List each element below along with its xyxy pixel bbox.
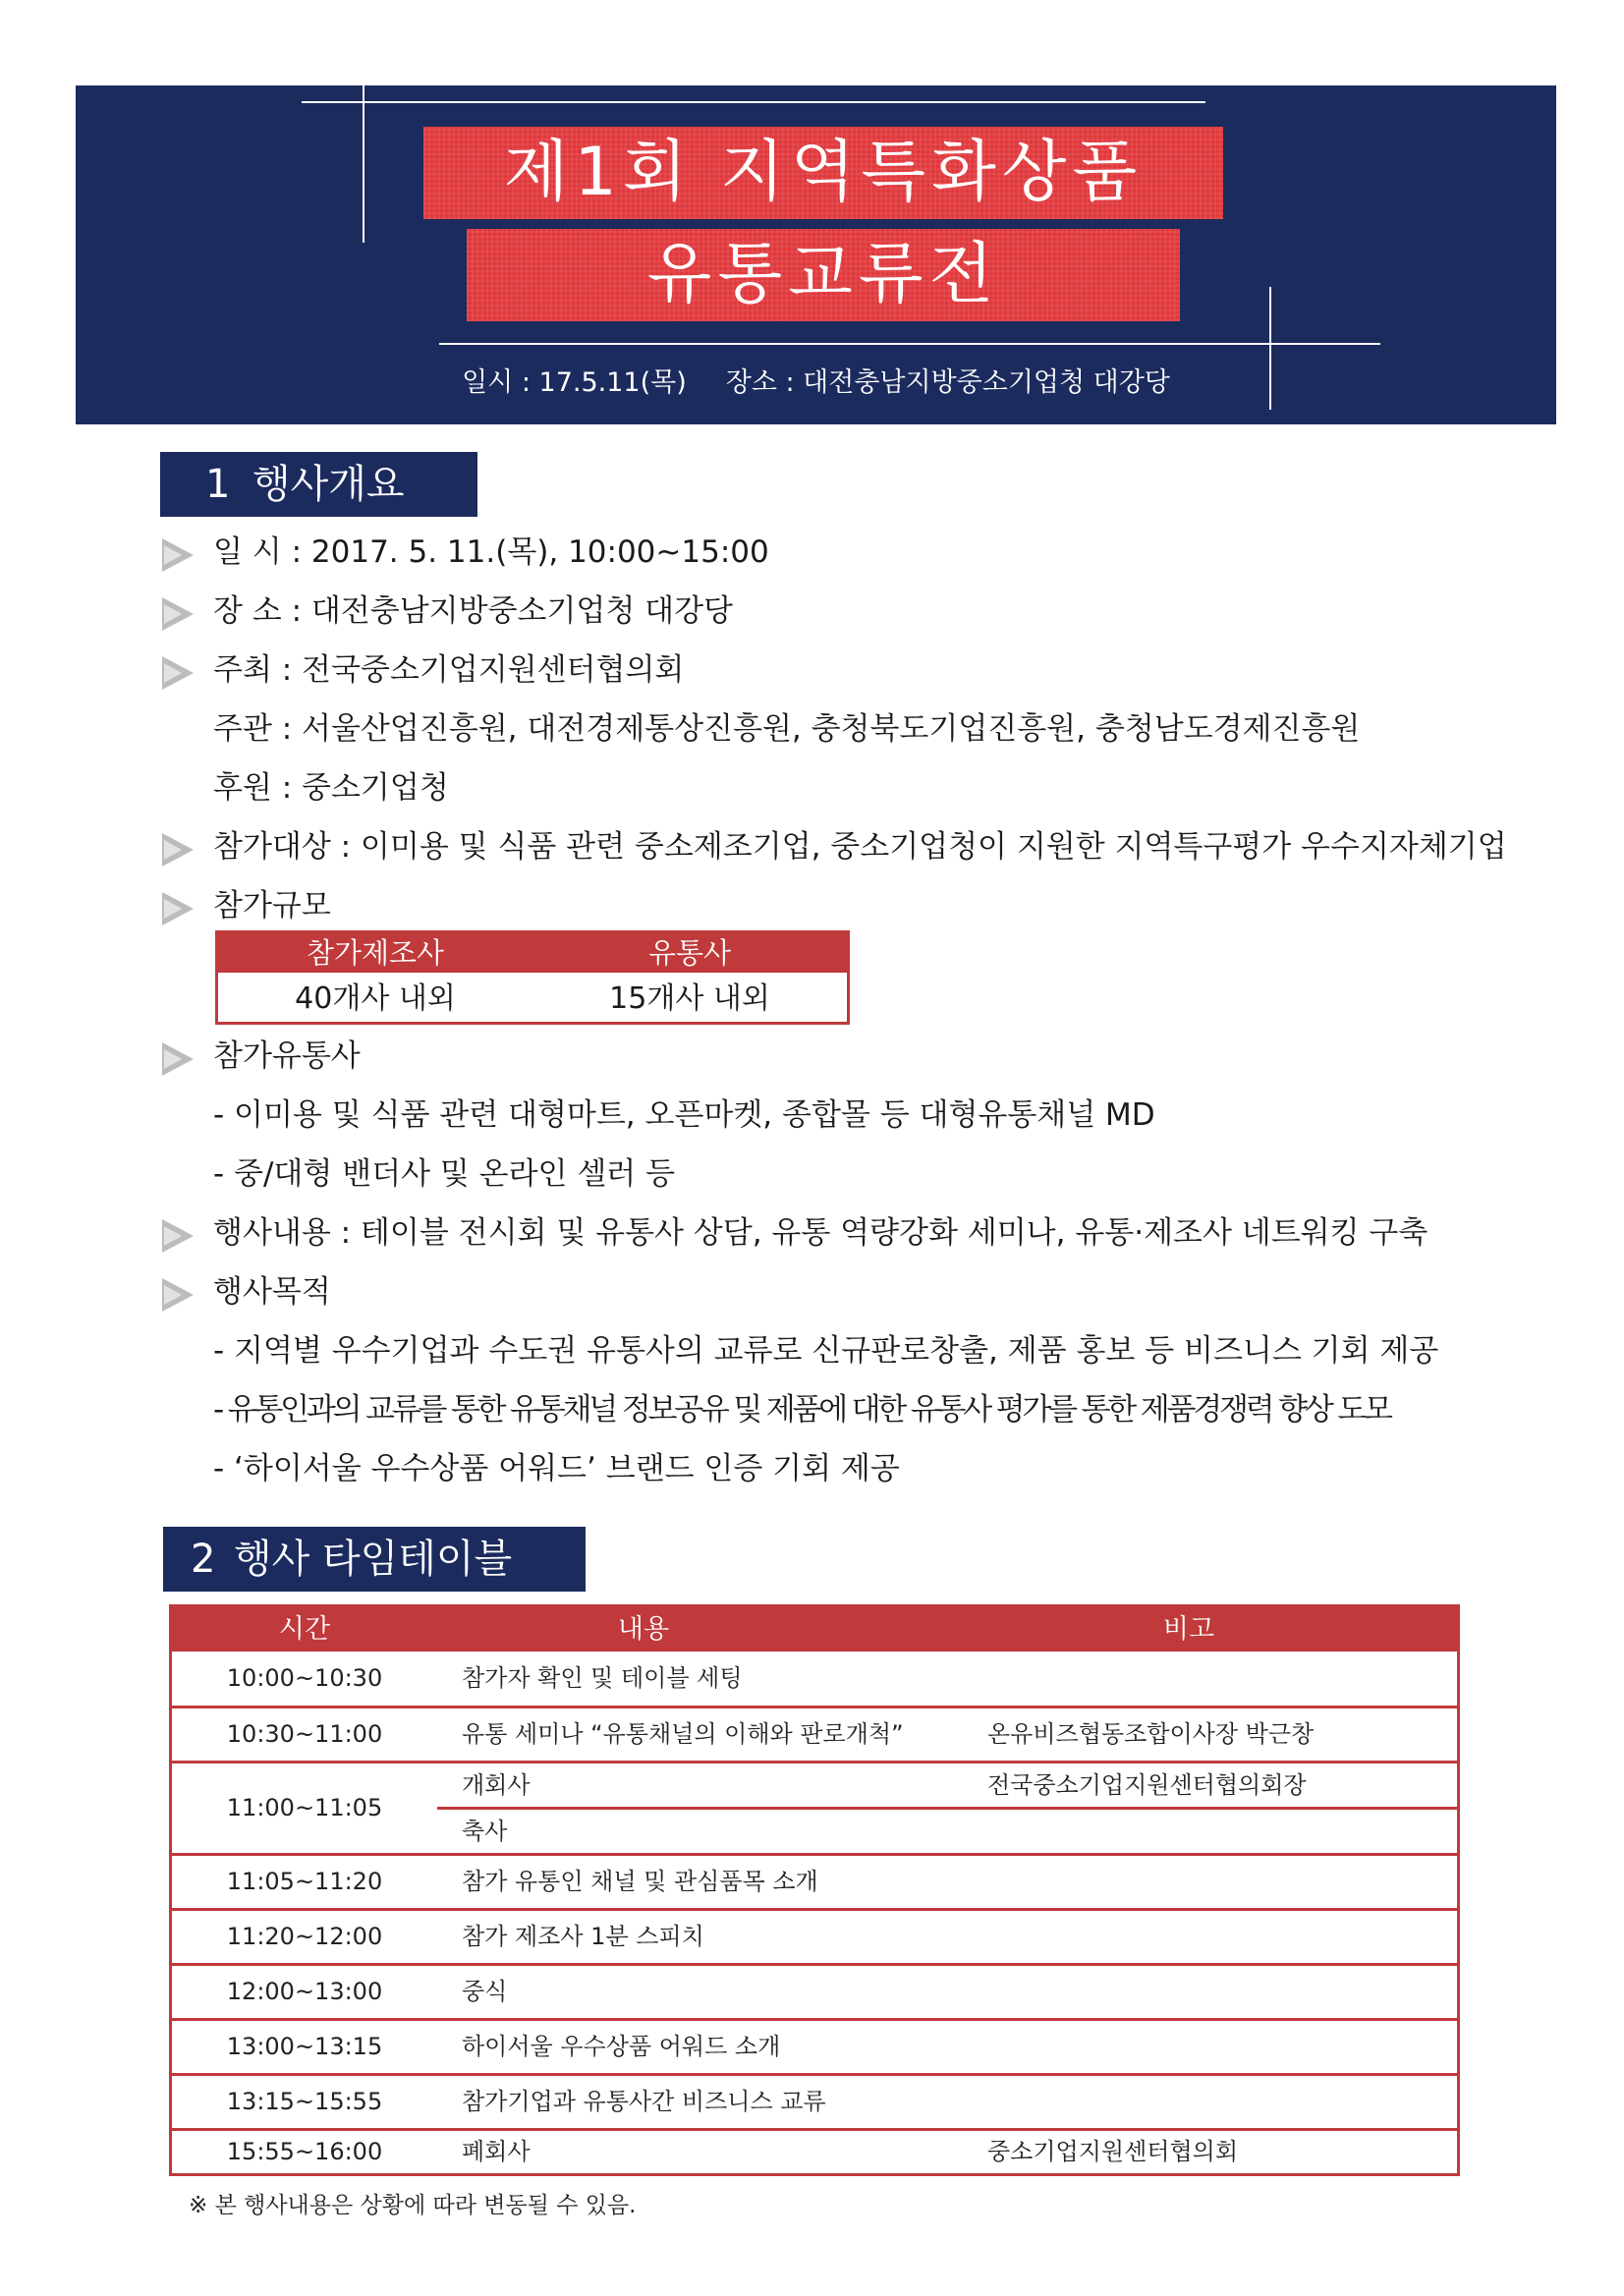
row-content: 개회사 xyxy=(462,1771,531,1799)
banner-line-bottom xyxy=(439,343,1380,345)
header-content: 내용 xyxy=(617,1614,670,1645)
header-time: 시간 xyxy=(278,1614,331,1645)
row-content: 참가 유통인 채널 및 관심품목 소개 xyxy=(462,1868,818,1895)
row-content: 유통 세미나 “유통채널의 이해와 판로개척” xyxy=(462,1720,904,1748)
timetable-footnote: ※ 본 행사내용은 상황에 따라 변동될 수 있음. xyxy=(189,2193,637,2218)
arrow-bullet-icon xyxy=(162,597,194,631)
row-content: 참가 제조사 1분 스피치 xyxy=(462,1923,704,1950)
participation-scale-table xyxy=(215,930,850,1025)
section-title: 행사 타임테이블 xyxy=(234,1537,513,1582)
row-time: 12:00~13:00 xyxy=(226,1978,383,2005)
arrow-bullet-icon xyxy=(162,833,194,867)
row-content: 참가기업과 유통사간 비즈니스 교류 xyxy=(462,2088,826,2115)
scale-table-header xyxy=(218,933,847,973)
banner-line-top xyxy=(302,101,1205,103)
section-number: 1 xyxy=(205,462,231,507)
table-row xyxy=(172,1708,1457,1761)
timetable xyxy=(169,1604,1460,2176)
table-row xyxy=(172,1652,1457,1706)
table-row xyxy=(172,1911,1457,1963)
table-row xyxy=(172,2021,1457,2073)
banner-subtitle xyxy=(76,361,1556,399)
table-row xyxy=(172,1856,1457,1908)
scale-value-distributors: 15개사 내외 xyxy=(609,981,770,1016)
event-banner xyxy=(76,85,1556,424)
banner-line-left xyxy=(363,85,364,243)
arrow-bullet-icon xyxy=(162,1219,194,1253)
row-time: 13:15~15:55 xyxy=(226,2088,383,2115)
header-note: 비고 xyxy=(1162,1614,1215,1645)
row-time: 11:05~11:20 xyxy=(226,1868,383,1895)
section-number: 2 xyxy=(191,1537,216,1582)
banner-venue: 장소 : 대전충남지방중소기업청 대강당 xyxy=(725,367,1170,398)
arrow-bullet-icon xyxy=(162,892,194,925)
table-row xyxy=(172,1966,1457,2018)
section-header-timetable xyxy=(163,1527,586,1592)
section-title: 행사개요 xyxy=(252,462,405,507)
scale-header-manufacturers: 참가제조사 xyxy=(306,936,445,970)
banner-title-line2: 유통교류전 xyxy=(467,229,1180,321)
row-content: 참가자 확인 및 테이블 세팅 xyxy=(462,1664,743,1692)
timetable-header xyxy=(172,1607,1457,1652)
row-time: 10:00~10:30 xyxy=(226,1664,383,1692)
row-content: 중식 xyxy=(462,1978,508,2005)
section-header-overview xyxy=(160,452,477,517)
table-row xyxy=(172,2131,1457,2173)
row-content: 축사 xyxy=(462,1818,508,1845)
arrow-bullet-icon xyxy=(162,1278,194,1312)
scale-table-values xyxy=(218,977,847,1022)
row-note: 온유비즈협동조합이사장 박근창 xyxy=(987,1720,1315,1748)
arrow-bullet-icon xyxy=(162,538,194,572)
row-time: 11:20~12:00 xyxy=(226,1923,383,1950)
arrow-bullet-icon xyxy=(162,1042,194,1076)
row-time: 10:30~11:00 xyxy=(226,1720,383,1748)
row-content: 폐회사 xyxy=(462,2138,531,2165)
row-time: 13:00~13:15 xyxy=(226,2033,383,2060)
table-row xyxy=(172,1810,1457,1853)
row-note: 전국중소기업지원센터협의회장 xyxy=(987,1771,1307,1799)
arrow-bullet-icon xyxy=(162,656,194,690)
banner-title-line1: 제1회 지역특화상품 xyxy=(423,127,1223,219)
row-content: 하이서울 우수상품 어워드 소개 xyxy=(462,2033,781,2060)
table-row xyxy=(172,2076,1457,2128)
row-time: 15:55~16:00 xyxy=(226,2138,383,2165)
scale-value-manufacturers: 40개사 내외 xyxy=(295,981,456,1016)
row-note: 중소기업지원센터협의회 xyxy=(987,2138,1239,2165)
scale-header-distributors: 유통사 xyxy=(647,936,732,970)
banner-date: 일시 : 17.5.11(목) xyxy=(462,367,687,398)
row-time: 11:00~11:05 xyxy=(226,1794,383,1821)
